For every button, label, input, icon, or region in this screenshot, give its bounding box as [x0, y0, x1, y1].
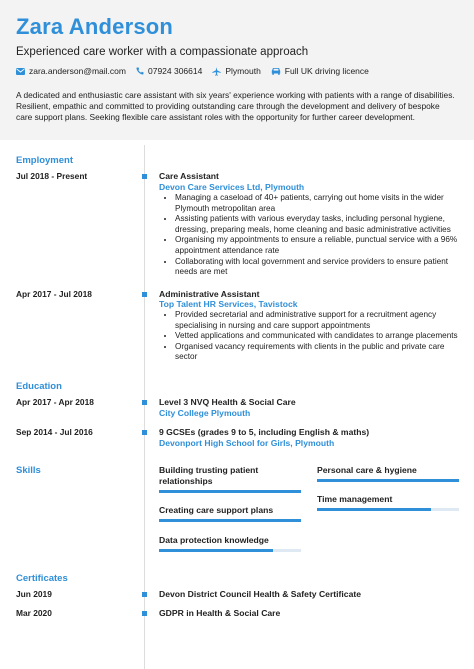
skill-level-bar — [317, 508, 459, 511]
certificate-date: Mar 2020 — [16, 608, 52, 618]
resume-header — [0, 0, 474, 140]
skill-level-fill — [317, 479, 459, 482]
timeline-marker — [142, 611, 147, 616]
job-employer: Devon Care Services Ltd, Plymouth — [159, 182, 305, 192]
timeline-marker — [142, 400, 147, 405]
skill-label: Building trusting patient relationships — [159, 465, 259, 486]
envelope-icon — [16, 68, 25, 75]
contact-location — [212, 66, 260, 76]
job-duties-list — [159, 193, 461, 278]
contact-location-text: Plymouth — [225, 66, 261, 76]
list-item: • Managing a caseload of 40+ patients, carrying out home visits in the wider Plymouth metropolitan area — [175, 193, 461, 214]
plane-icon — [212, 67, 221, 76]
section-title-skills: Skills — [16, 465, 41, 476]
list-item: • Collaborating with local government and service providers to ensure patient needs are met — [175, 257, 461, 278]
contact-licence-text: Full UK driving licence — [284, 66, 369, 76]
list-item: • Organised vacancy requirements with clients in the public and private care sector — [175, 342, 461, 363]
school-name: Devonport High School for Girls, Plymouth — [159, 438, 335, 448]
qualification-title: 9 GCSEs (grades 9 to 5, including English & maths) — [159, 427, 370, 437]
timeline-marker — [142, 430, 147, 435]
list-item: • Organising my appointments to ensure a reliable, punctual service with a 96% appointment attendance rate — [175, 235, 461, 256]
skill-level-bar — [159, 490, 301, 493]
timeline-marker — [142, 592, 147, 597]
skill-level-bar — [159, 549, 301, 552]
car-icon — [271, 67, 281, 75]
certificate-name: Devon District Council Health & Safety Certificate — [159, 589, 361, 599]
timeline-marker — [142, 292, 147, 297]
contact-email[interactable] — [16, 66, 126, 76]
skill-label: Personal care & hygiene — [317, 465, 417, 475]
contact-email-text: zara.anderson@mail.com — [29, 66, 126, 76]
profile-summary: A dedicated and enthusiastic care assistant with six years' experience working with patients with a range of disabilities. Resilient, empathic and committed to providing outstanding care through the development and delivery of bespoke care support plans. Seeking flexible care assistant roles with the opportunity for further career development. — [16, 90, 455, 122]
contact-licence — [271, 66, 369, 76]
list-item: • Vetted applications and communicated with candidates to arrange placements — [175, 331, 461, 342]
skill-label: Creating care support plans — [159, 505, 274, 515]
tagline: Experienced care worker with a compassionate approach — [16, 46, 309, 58]
candidate-name: Zara Anderson — [16, 14, 174, 39]
contact-phone[interactable] — [136, 66, 202, 76]
section-title-employment: Employment — [16, 155, 74, 166]
skill-level-fill — [159, 519, 301, 522]
certificate-date: Jun 2019 — [16, 589, 52, 599]
job-title: Care Assistant — [159, 171, 219, 181]
education-dates: Sep 2014 - Jul 2016 — [16, 427, 93, 437]
job-title: Administrative Assistant — [159, 289, 260, 299]
list-item: • Assisting patients with various everyday tasks, including personal hygiene, dressing, preparing meals, home cleaning and basic administrative activities — [175, 214, 461, 235]
job-dates: Jul 2018 - Present — [16, 171, 88, 181]
section-title-education: Education — [16, 381, 62, 392]
certificate-name: GDPR in Health & Social Care — [159, 608, 281, 618]
qualification-title: Level 3 NVQ Health & Social Care — [159, 397, 296, 407]
timeline-divider — [144, 145, 145, 669]
skill-level-fill — [317, 508, 431, 511]
job-dates: Apr 2017 - Jul 2018 — [16, 289, 92, 299]
skill-level-bar — [317, 479, 459, 482]
education-dates: Apr 2017 - Apr 2018 — [16, 397, 94, 407]
skill-label: Time management — [317, 494, 393, 504]
job-employer: Top Talent HR Services, Tavistock — [159, 299, 298, 309]
contact-row — [16, 66, 379, 76]
section-title-certificates: Certificates — [16, 573, 68, 584]
list-item: • Provided secretarial and administrative support for a recruitment agency specialising in nursing and care support appointments — [175, 310, 461, 331]
skill-label: Data protection knowledge — [159, 535, 269, 545]
timeline-marker — [142, 174, 147, 179]
skill-level-bar — [159, 519, 301, 522]
skill-level-fill — [159, 490, 301, 493]
phone-icon — [136, 67, 144, 75]
job-duties-list — [159, 310, 461, 363]
school-name: City College Plymouth — [159, 408, 251, 418]
contact-phone-text: 07924 306614 — [147, 66, 203, 76]
skill-level-fill — [159, 549, 273, 552]
